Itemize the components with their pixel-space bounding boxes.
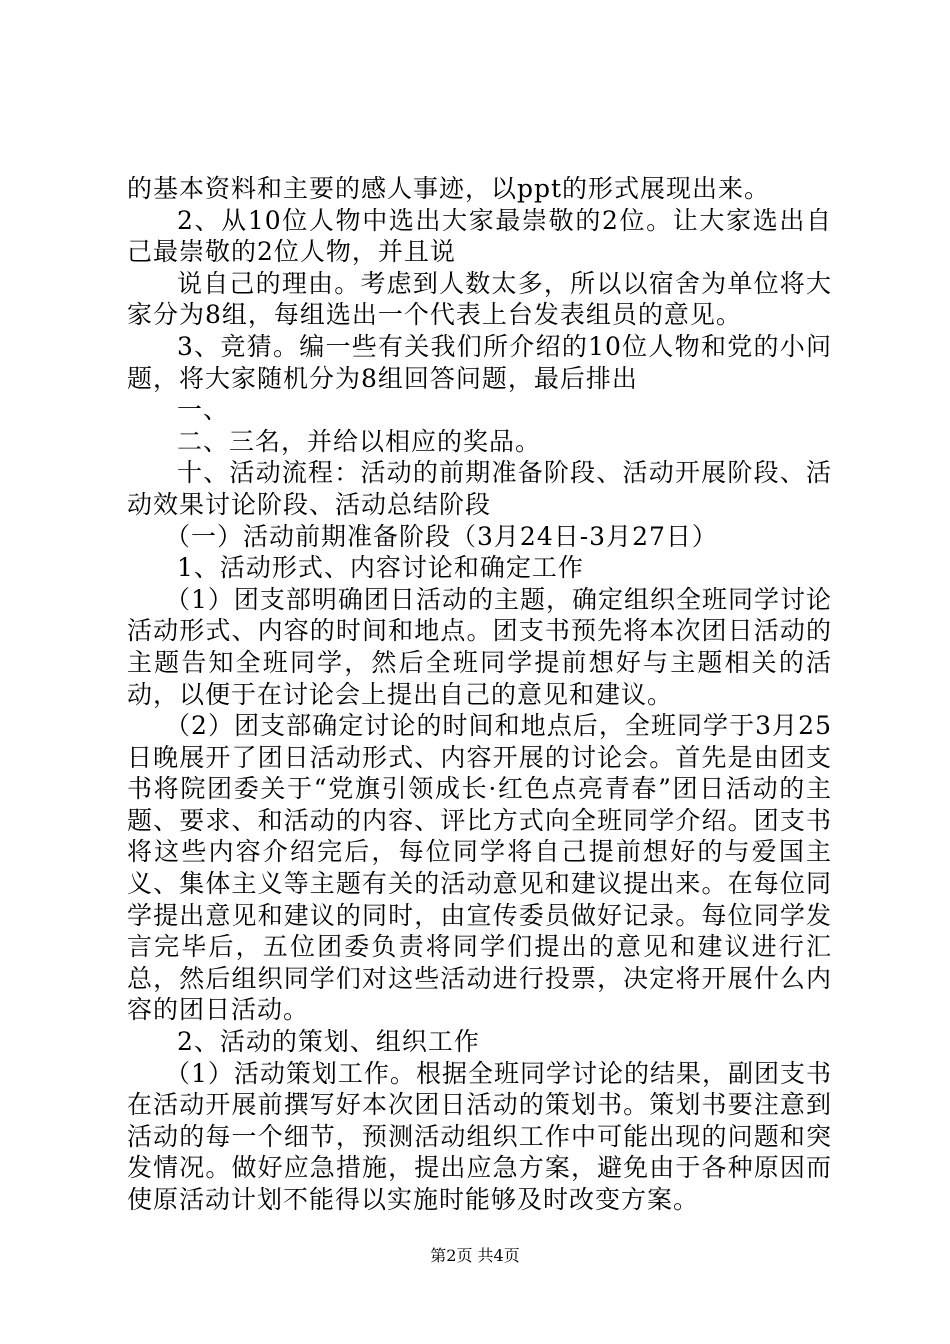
document-body — [127, 173, 832, 1216]
paragraph-9: 1、活动形式、内容讨论和确定工作 — [177, 553, 584, 583]
paragraph-4: 3、竞猜。编一些有关我们所介绍的10位人物和党的小问题，将大家随机分为8组回答问题，最后排出 — [127, 331, 832, 393]
paragraph-11: （2）团支部确定讨论的时间和地点后，全班同学于3月25日晚展开了团日活动形式、内容开展的讨论会。首先是由团支书将院团委关于“党旗引领成长·红色点亮青春”团日活动的主题、要求、和活动的内容、评比方式向全班同学介绍。团支书将这些内容介绍完后，每位同学将自己提前想好的与爱国主义、集体主义等主题有关的活动意见和建议提出来。在每位同学提出意见和建议的同时，由宣传委员做好记录。每位同学发言完毕后，五位团委负责将同学们提出的意见和建议进行汇总，然后组织同学们对这些活动进行投票，决定将开展什么内容的团日活动。 — [127, 711, 832, 1025]
paragraph-1: 的基本资料和主要的感人事迹，以ppt的形式展现出来。 — [127, 174, 771, 203]
paragraph-3: 说自己的理由。考虑到人数太多，所以以宿舍为单位将大家分为8组，每组选出一个代表上台发表组员的意见。 — [127, 268, 832, 330]
page-footer: 第2页 共4页 — [430, 1246, 520, 1265]
paragraph-2: 2、从10位人物中选出大家最崇敬的2位。让大家选出自己最崇敬的2位人物，并且说 — [127, 205, 832, 267]
paragraph-5: 一、 — [177, 395, 230, 425]
paragraph-10: （1）团支部明确团日活动的主题，确定组织全班同学讨论活动形式、内容的时间和地点。团支书预先将本次团日活动的主题告知全班同学，然后全班同学提前想好与主题相关的活动，以便于在讨论会上提出自己的意见和建议。 — [127, 584, 832, 709]
paragraph-8: （一）活动前期准备阶段（3月24日-3月27日） — [165, 521, 718, 551]
paragraph-12: 2、活动的策划、组织工作 — [177, 1027, 480, 1057]
paragraph-6: 二、三名，并给以相应的奖品。 — [177, 426, 542, 456]
paragraph-7: 十、活动流程：活动的前期准备阶段、活动开展阶段、活动效果讨论阶段、活动总结阶段 — [127, 458, 832, 519]
paragraph-13: （1）活动策划工作。根据全班同学讨论的结果，副团支书在活动开展前撰写好本次团日活动的策划书。策划书要注意到活动的每一个细节，预测活动组织工作中可能出现的问题和突发情况。做好应急措施，提出应急方案，避免由于各种原因而使原活动计划不能得以实施时能够及时改变方案。 — [127, 1058, 832, 1214]
